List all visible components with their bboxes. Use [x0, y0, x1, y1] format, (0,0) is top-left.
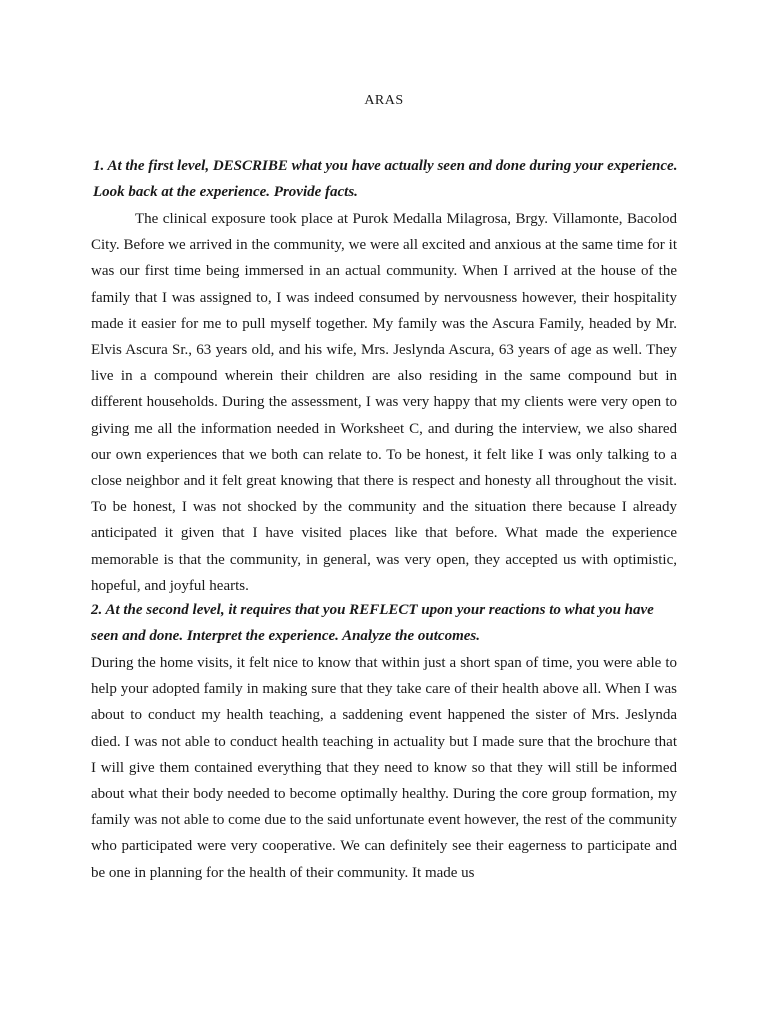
- document-title: ARAS: [364, 93, 404, 108]
- answer-2-paragraph: During the home visits, it felt nice to know that within just a short span of time, you were able to help your adopted family in making sure that they take care of their health above all. When I was about to conduct my health teaching, a saddening event happened the sister of Mrs. Jeslynda died. I was not able to conduct health teaching in actuality but I made sure that the brochure that I will give them contained everything that they need to know so that they will still be informed about what their body needed to become optimally healthy. During the core group formation, my family was not able to come due to the said unfortunate event however, the rest of the community who participated were very cooperative. We can definitely see their eagerness to participate and be one in planning for the health of their community. It made us: [91, 655, 677, 881]
- question-2: 2. At the second level, it requires that you REFLECT upon your reactions to what you have seen and done. Interpret the experience. Analyze the outcomes.: [91, 602, 654, 645]
- question-1: 1. At the first level, DESCRIBE what you have actually seen and done during your experience. Look back at the experience. Provide facts.: [93, 158, 678, 201]
- answer-1-paragraph: The clinical exposure took place at Purok Medalla Milagrosa, Brgy. Villamonte, Bacolod City. Before we arrived in the community, we were all excited and anxious at the same time for it was our first time being immersed in an actual community. When I arrived at the house of the family that I was assigned to, I was indeed consumed by nervousness however, their hospitality made it easier for me to pull myself together. My family was the Ascura Family, headed by Mr. Elvis Ascura Sr., 63 years old, and his wife, Mrs. Jeslynda Ascura, 63 years of age as well. They live in a compound wherein their children are also residing in the same compound but in different households. During the assessment, I was very happy that my clients were very open to giving me all the information needed in Worksheet C, and during the interview, we also shared our own experiences that we both can relate to. To be honest, it felt like I was only talking to a close neighbor and it felt great knowing that there is respect and honesty all throughout the visit. To be honest, I was not shocked by the community and the situation there because I already anticipated it given that I have visited places like that before. What made the experience memorable is that the community, in general, was very open, they accepted us with optimistic, hopeful, and joyful hearts.: [91, 211, 677, 594]
